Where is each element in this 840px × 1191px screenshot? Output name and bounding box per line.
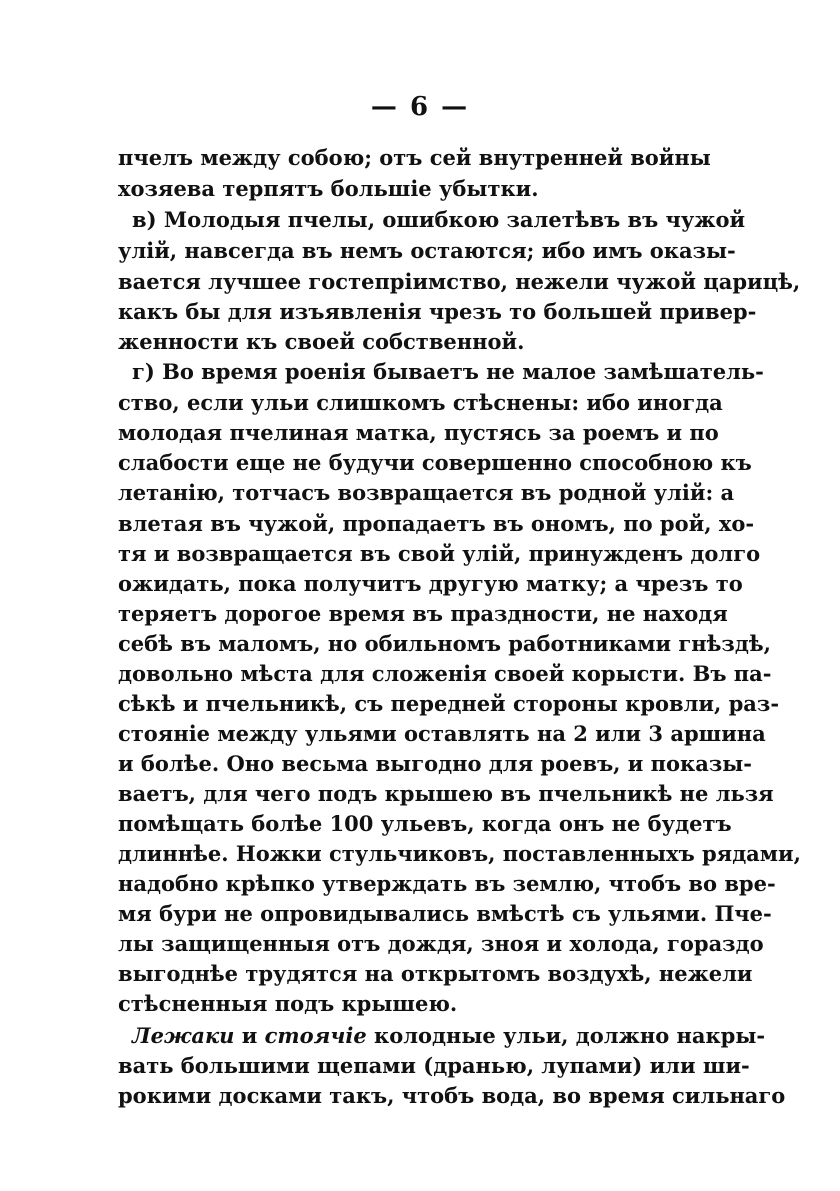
- text-line: и болѣе. Оно весьма выгодно для роевъ, и показы-: [118, 751, 752, 776]
- text-line: лы защищенныя отъ дождя, зноя и холода, гораздо: [118, 931, 764, 956]
- text-line: женности къ своей собственной.: [118, 329, 525, 354]
- text-line: вается лучшее гостепріимство, нежели чужой царицѣ,: [118, 269, 801, 294]
- text-line: слабости еще не будучи совершенно способною къ: [118, 450, 752, 475]
- text-line: сѣкѣ и пчельникѣ, съ передней стороны кровли, раз-: [118, 691, 780, 716]
- text-line: себѣ въ маломъ, но обильномъ работниками гнѣздѣ,: [118, 631, 771, 656]
- text-line: улій, навсегда въ немъ остаются; ибо имъ оказы-: [118, 238, 736, 263]
- text-line: довольно мѣста для сложенія своей корысти. Въ па-: [118, 661, 772, 686]
- text-line: [132, 1022, 766, 1050]
- text-line: ожидать, пока получитъ другую матку; а чрезъ то: [118, 571, 743, 596]
- text-line: пчелъ между собою; отъ сей внутренней войны: [118, 145, 711, 170]
- text-line: теряетъ дорогое время въ праздности, не находя: [118, 601, 728, 626]
- text-line: помѣщать болѣе 100 ульевъ, когда онъ не будетъ: [118, 811, 732, 836]
- text-span: и: [234, 1023, 265, 1048]
- text-span: колодные ульи, должно накры-: [366, 1023, 766, 1048]
- text-line: стояніе между ульями оставлять на 2 или 3 аршина: [118, 721, 766, 746]
- text-line: вать большими щепами (дранью, лупами) или ши-: [118, 1053, 750, 1078]
- text-line: влетая въ чужой, пропадаетъ въ ономъ, по рой, хо-: [118, 511, 755, 536]
- italic-term: стоячіе: [264, 1023, 367, 1048]
- text-line: выгоднѣе трудятся на открытомъ воздухѣ, нежели: [118, 961, 753, 986]
- text-line: длиннѣе. Ножки стульчиковъ, поставленныхъ рядами,: [118, 841, 801, 866]
- text-line: тя и возвращается въ свой улій, принужденъ долго: [118, 541, 761, 566]
- page-number: — 6 —: [370, 92, 470, 122]
- text-line: ство, если ульи слишкомъ стѣснены: ибо иногда: [118, 390, 723, 415]
- text-line: какъ бы для изъявленія чрезъ то большей привер-: [118, 299, 757, 324]
- text-line: молодая пчелиная матка, пустясь за роемъ и по: [118, 420, 719, 445]
- text-line: ваетъ, для чего подъ крышею въ пчельникѣ не льзя: [118, 781, 774, 806]
- text-line: г) Во время роенія бываетъ не малое замѣшатель-: [132, 359, 764, 384]
- text-line: летанію, тотчасъ возвращается въ родной улій: а: [118, 480, 735, 505]
- text-line: мя бури не опровидывались вмѣстѣ съ ульями. Пче-: [118, 901, 772, 926]
- text-line: рокими досками такъ, чтобъ вода, во время сильнаго: [118, 1083, 786, 1108]
- text-line: стѣсненныя подъ крышею.: [118, 991, 458, 1016]
- text-line: в) Молодыя пчелы, ошибкою залетѣвъ въ чужой: [132, 207, 746, 232]
- text-line: хозяева терпятъ большіе убытки.: [118, 176, 539, 201]
- italic-term: Лежаки: [132, 1023, 235, 1048]
- text-line: надобно крѣпко утверждать въ землю, чтобъ во вре-: [118, 871, 776, 896]
